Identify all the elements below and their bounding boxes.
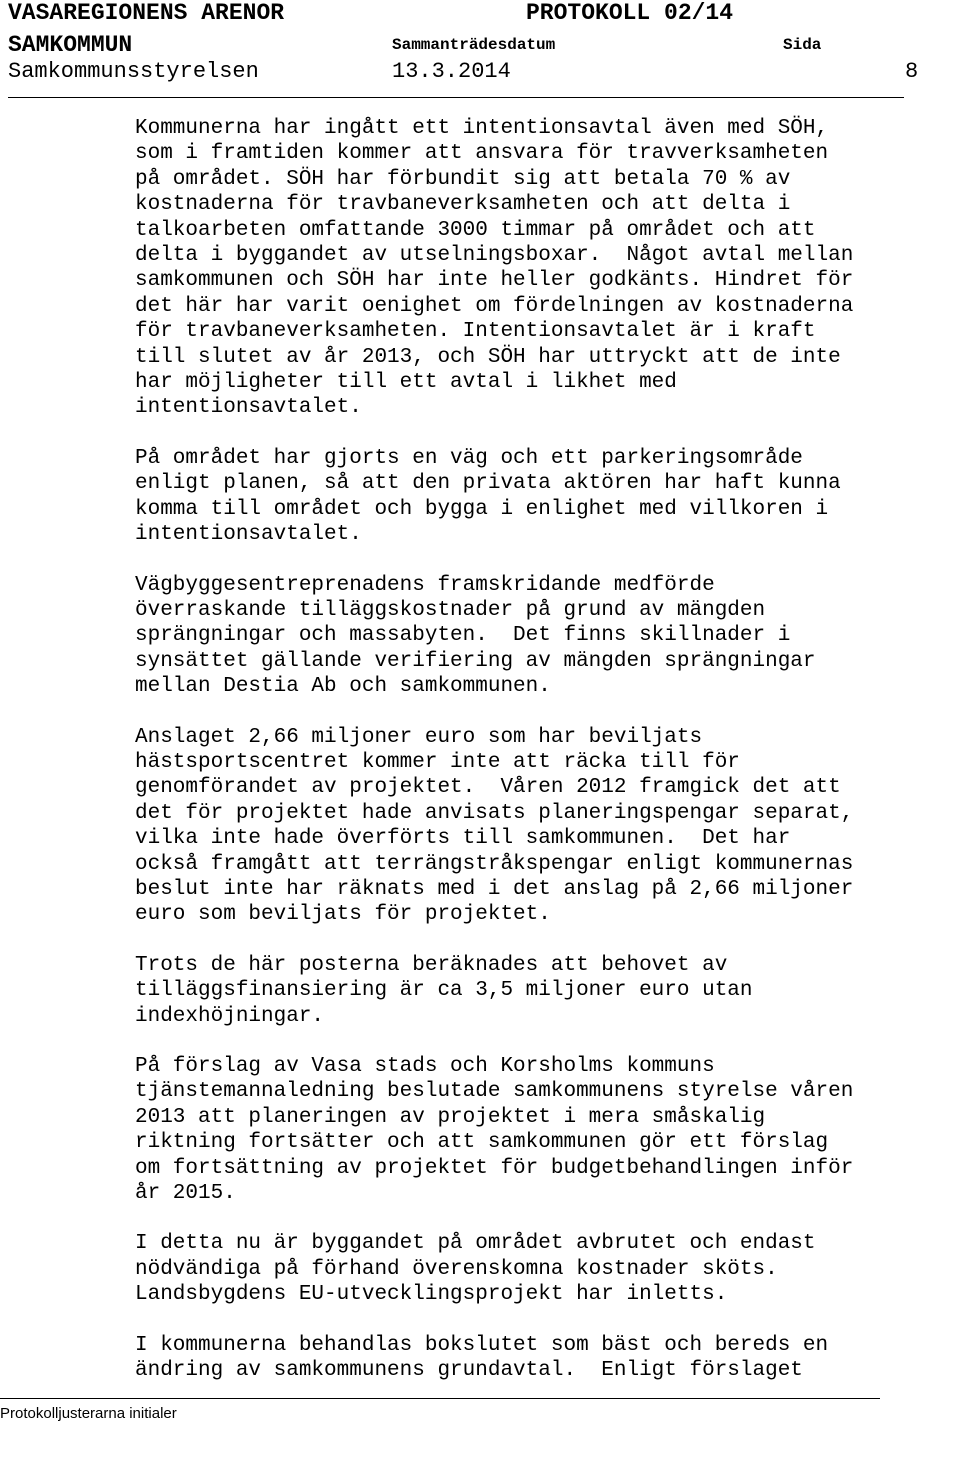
paragraph-1: Kommunerna har ingått ett intentionsavtal även med SÖH, som i framtiden kommer att ansvara för travverksamheten på området. SÖH har förbundit sig att betala 70 % av kostnaderna för travbaneverksamheten och att delta i talkoarbeten omfattande 3000 timmar på området och att delta i byggandet av utselningsboxar. Något avtal mellan samkommunen och SÖH har inte heller godkänts. Hindret för det här har varit oenighet om fördelningen av kostnaderna för travbaneverksamheten. Intentionsavtalet är i kraft till slutet av år 2013, och SÖH har uttryckt att de inte har möjligheter till ett avtal i likhet med intentionsavtalet. xyxy=(135,117,854,420)
page-label: Sida xyxy=(783,36,822,54)
page-number: 8 xyxy=(905,59,919,84)
paragraph-6: På förslag av Vasa stads och Korsholms kommuns tjänstemannaledning beslutade samkommunens styrelse våren 2013 att planeringen av projektet i mera småskalig riktning fortsätter och att samkommunen gör ett förslag om fortsättning av projektet för budgetbehandlingen inför år 2015. xyxy=(135,1055,854,1206)
organization-type: SAMKOMMUN xyxy=(8,32,133,58)
paragraph-3: Vägbyggesentreprenadens framskridande medförde överraskande tilläggskostnader på grund av mängden sprängningar och massabyten. Det finns skillnader i synsättet gällande verifiering av mängden sprängningar mellan Destia Ab och samkommunen. xyxy=(135,573,816,699)
header-line-3 xyxy=(8,56,928,84)
meeting-date: 13.3.2014 xyxy=(392,59,511,84)
organization-name: VASAREGIONENS ARENOR xyxy=(8,0,285,26)
document-body xyxy=(135,116,950,1408)
board-name: Samkommunsstyrelsen xyxy=(8,59,259,84)
header-line-1 xyxy=(8,0,928,28)
header-line-2 xyxy=(8,28,928,56)
meeting-date-label: Sammanträdesdatum xyxy=(392,36,556,54)
document-header xyxy=(8,0,928,84)
footer-divider xyxy=(0,1398,880,1399)
protocol-number: PROTOKOLL 02/14 xyxy=(526,0,734,26)
paragraph-5: Trots de här posterna beräknades att behovet av tilläggsfinansiering är ca 3,5 miljoner euro utan indexhöjningar. xyxy=(135,953,753,1028)
paragraph-4: Anslaget 2,66 miljoner euro som har beviljats hästsportscentret kommer inte att räcka till för genomförandet av projektet. Våren 2012 framgick det att det för projektet hade anvisats planeringspengar separat, vilka inte hade överförts till samkommunen. Det har också framgått att terrängstråkspengar enligt kommunernas beslut inte har räknats med i det anslag på 2,66 miljoner euro som beviljats för projektet. xyxy=(135,725,854,927)
header-divider xyxy=(8,97,904,98)
paragraph-7: I detta nu är byggandet på området avbrutet och endast nödvändiga på förhand överenskomna kostnader sköts. Landsbygdens EU-utvecklingsprojekt har inletts. xyxy=(135,1232,816,1307)
paragraph-8: I kommunerna behandlas bokslutet som bäst och bereds en ändring av samkommunens grundavtal. Enligt förslaget xyxy=(135,1333,829,1383)
paragraph-2: På området har gjorts en väg och ett parkeringsområde enligt planen, så att den privata aktören har haft kunna komma till området och bygga i enlighet med villkoren i intentionsavtalet. xyxy=(135,446,841,547)
footer-initials-label: Protokolljusterarna initialer xyxy=(0,1405,177,1422)
